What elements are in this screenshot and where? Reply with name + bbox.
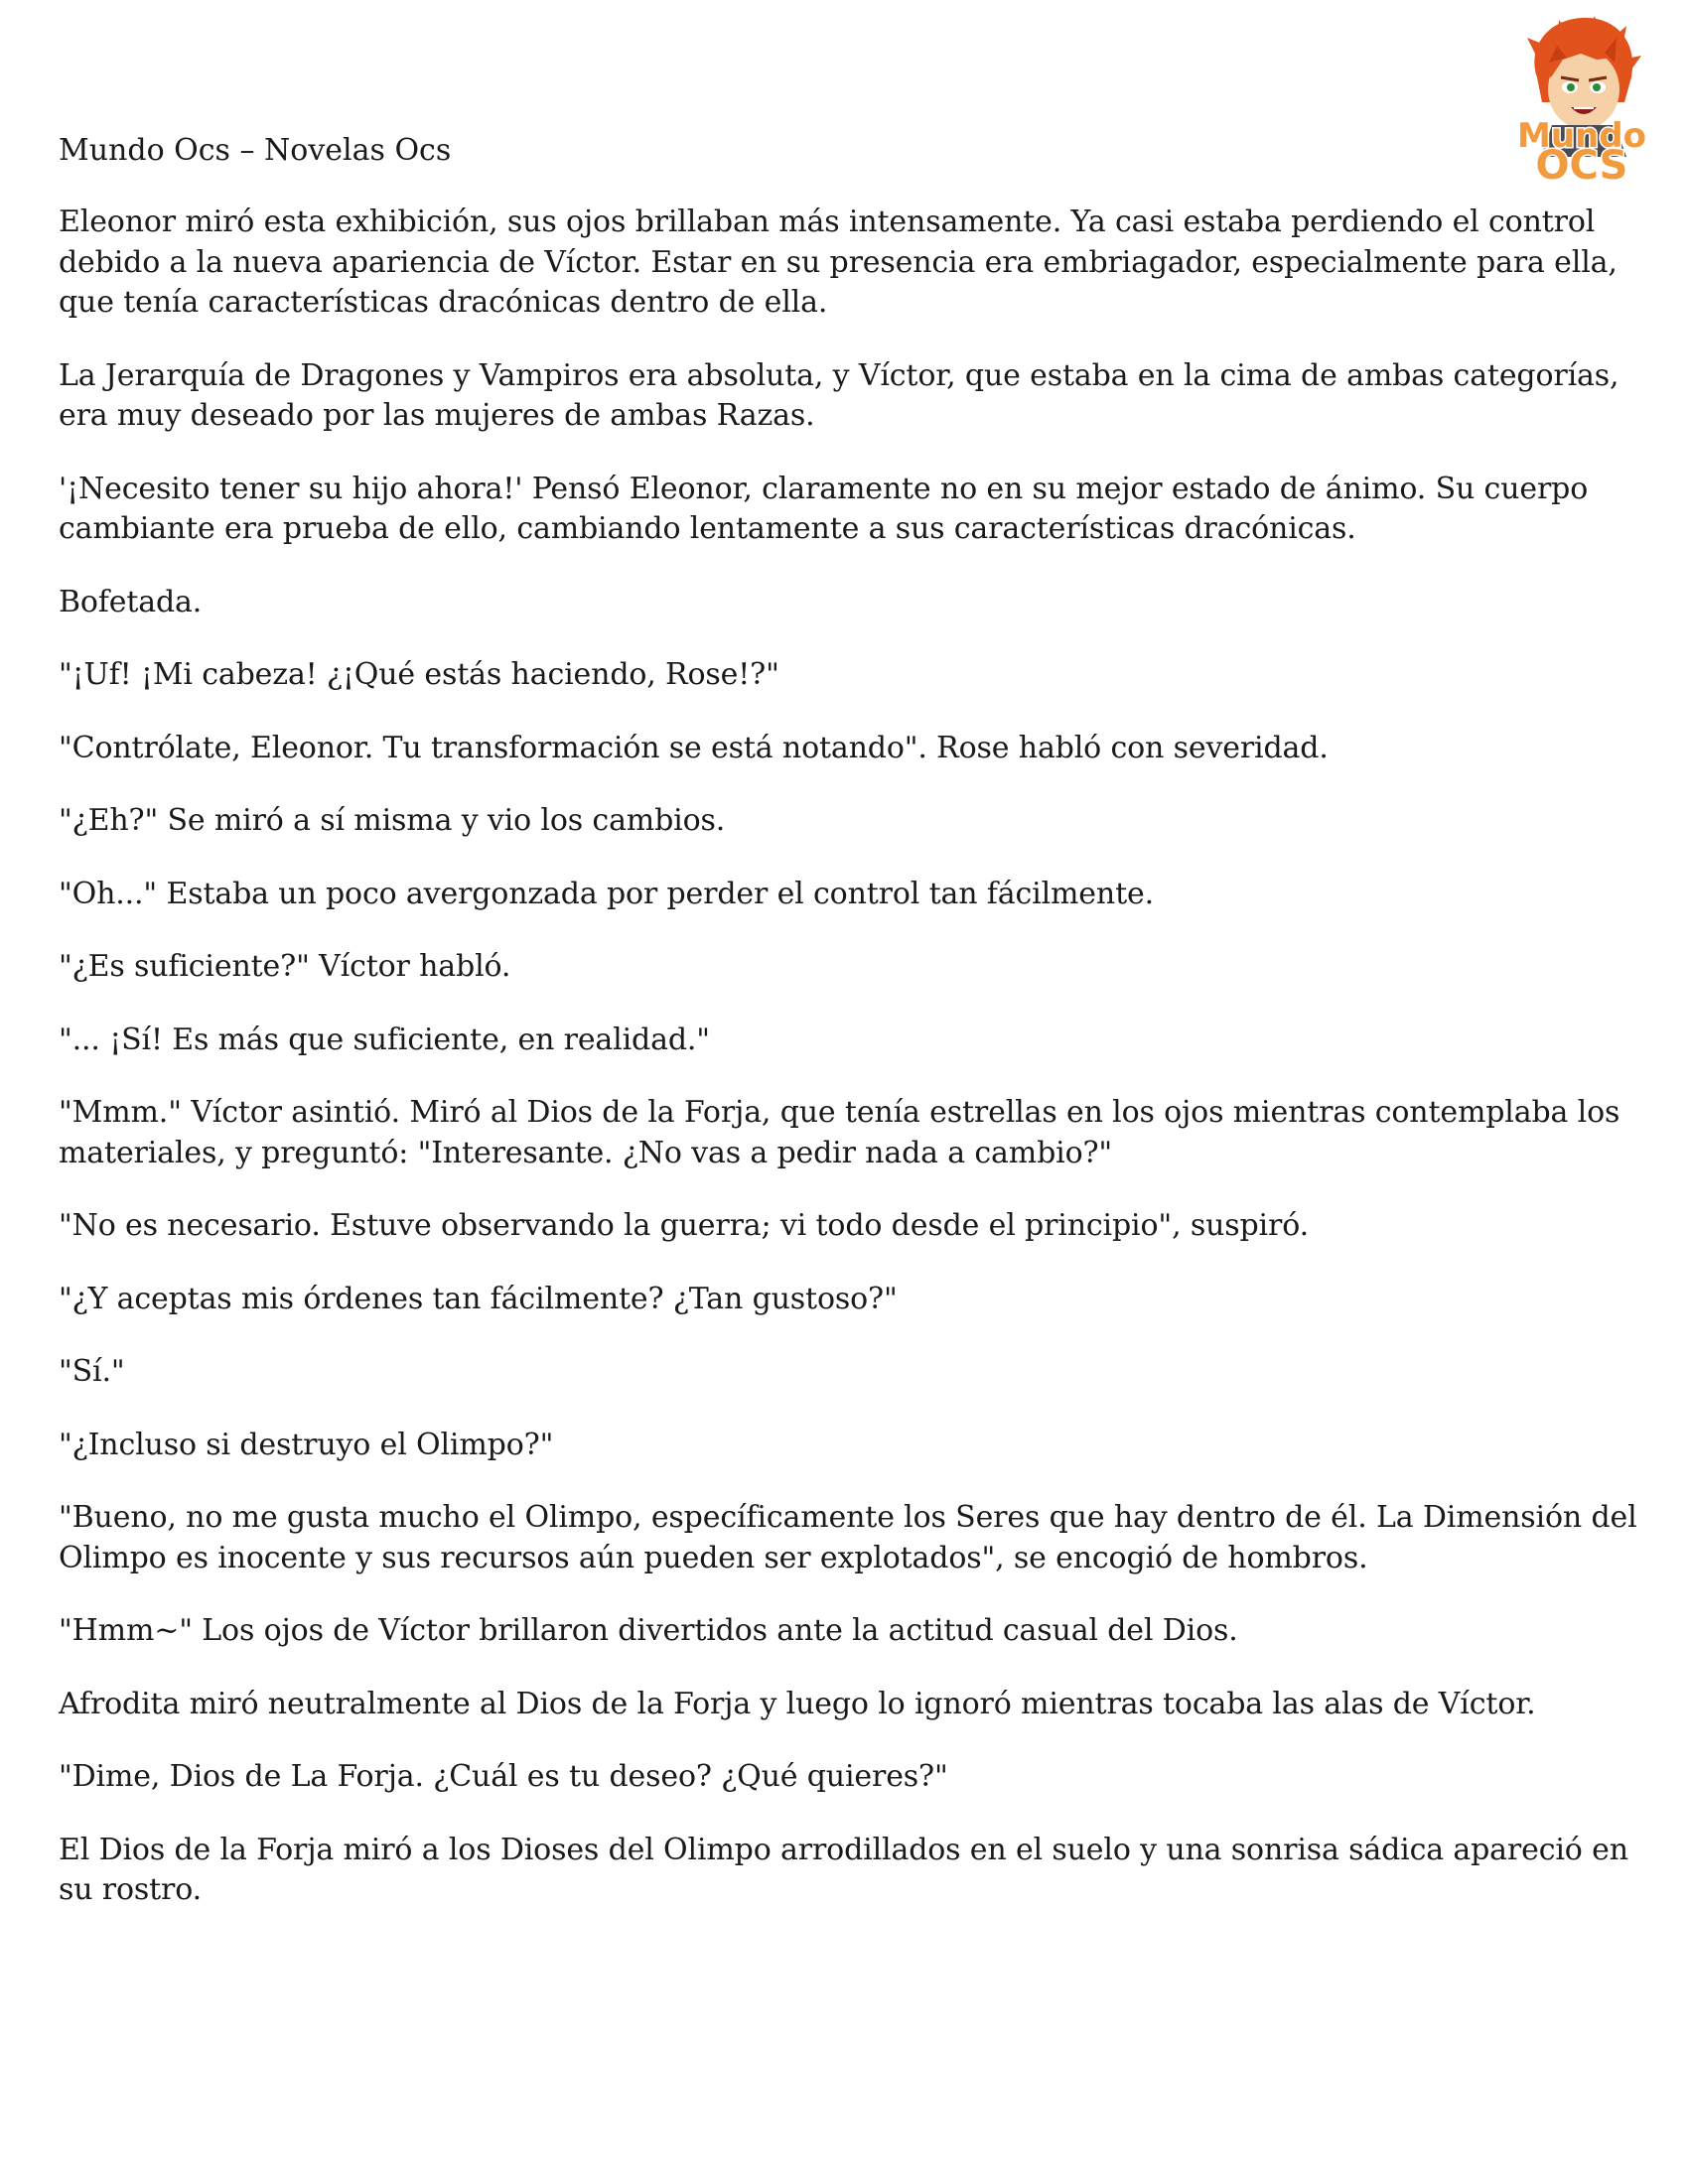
paragraph: Bofetada. bbox=[59, 584, 203, 619]
paragraph: "Oh..." Estaba un poco avergonzada por perder el control tan fácilmente. bbox=[59, 876, 1154, 911]
paragraph: Afrodita miró neutralmente al Dios de la Forja y luego lo ignoró mientras tocaba las alas de Víctor. bbox=[59, 1686, 1536, 1721]
mundo-ocs-logo bbox=[1497, 8, 1666, 187]
paragraph: La Jerarquía de Dragones y Vampiros era absoluta, y Víctor, que estaba en la cima de ambas categorías, era muy deseado por las mujeres de ambas Razas. bbox=[59, 357, 1619, 433]
paragraph: "¿Es suficiente?" Víctor habló. bbox=[59, 949, 511, 984]
logo-text-bottom: OCS bbox=[1535, 143, 1628, 187]
paragraph: "Contrólate, Eleonor. Tu transformación se está notando". Rose habló con severidad. bbox=[59, 730, 1329, 765]
paragraph: "Hmm~" Los ojos de Víctor brillaron divertidos ante la actitud casual del Dios. bbox=[59, 1613, 1238, 1648]
logo-text-top: Mundo bbox=[1517, 116, 1646, 156]
paragraph: "¡Uf! ¡Mi cabeza! ¿¡Qué estás haciendo, Rose!?" bbox=[59, 657, 779, 692]
page-header: Mundo Ocs – Novelas Ocs bbox=[59, 133, 452, 168]
paragraph: "Sí." bbox=[59, 1354, 125, 1389]
paragraph: Eleonor miró esta exhibición, sus ojos brillaban más intensamente. Ya casi estaba perdiendo el control debido a la nueva apariencia de Víctor. Estar en su presencia era embriagador, especialmente para ella, que tenía características dracónicas dentro de ella. bbox=[59, 205, 1618, 320]
paragraph: '¡Necesito tener su hijo ahora!' Pensó Eleonor, claramente no en su mejor estado de ánimo. Su cuerpo cambiante era prueba de ello, cambiando lentamente a sus características dracónicas. bbox=[59, 471, 1589, 546]
paragraph: "¿Y aceptas mis órdenes tan fácilmente? ¿Tan gustoso?" bbox=[59, 1281, 898, 1316]
paragraph: "... ¡Sí! Es más que suficiente, en realidad." bbox=[59, 1022, 710, 1057]
paragraph: "Mmm." Víctor asintió. Miró al Dios de la Forja, que tenía estrellas en los ojos mientras contemplaba los materiales, y preguntó: "Interesante. ¿No vas a pedir nada a cambio?" bbox=[59, 1095, 1620, 1170]
paragraph: "¿Eh?" Se miró a sí misma y vio los cambios. bbox=[59, 803, 726, 838]
paragraph: "¿Incluso si destruyo el Olimpo?" bbox=[59, 1427, 554, 1462]
document-body bbox=[59, 203, 1647, 1944]
paragraph: "Bueno, no me gusta mucho el Olimpo, específicamente los Seres que hay dentro de él. La Dimensión del Olimpo es inocente y sus recursos aún pueden ser explotados", se encogió de hombros. bbox=[59, 1500, 1637, 1575]
paragraph: "No es necesario. Estuve observando la guerra; vi todo desde el principio", suspiró. bbox=[59, 1208, 1309, 1243]
paragraph: "Dime, Dios de La Forja. ¿Cuál es tu deseo? ¿Qué quieres?" bbox=[59, 1759, 948, 1794]
mundo-ocs-logo-icon bbox=[1497, 8, 1666, 187]
paragraph: El Dios de la Forja miró a los Dioses del Olimpo arrodillados en el suelo y una sonrisa sádica apareció en su rostro. bbox=[59, 1832, 1628, 1907]
